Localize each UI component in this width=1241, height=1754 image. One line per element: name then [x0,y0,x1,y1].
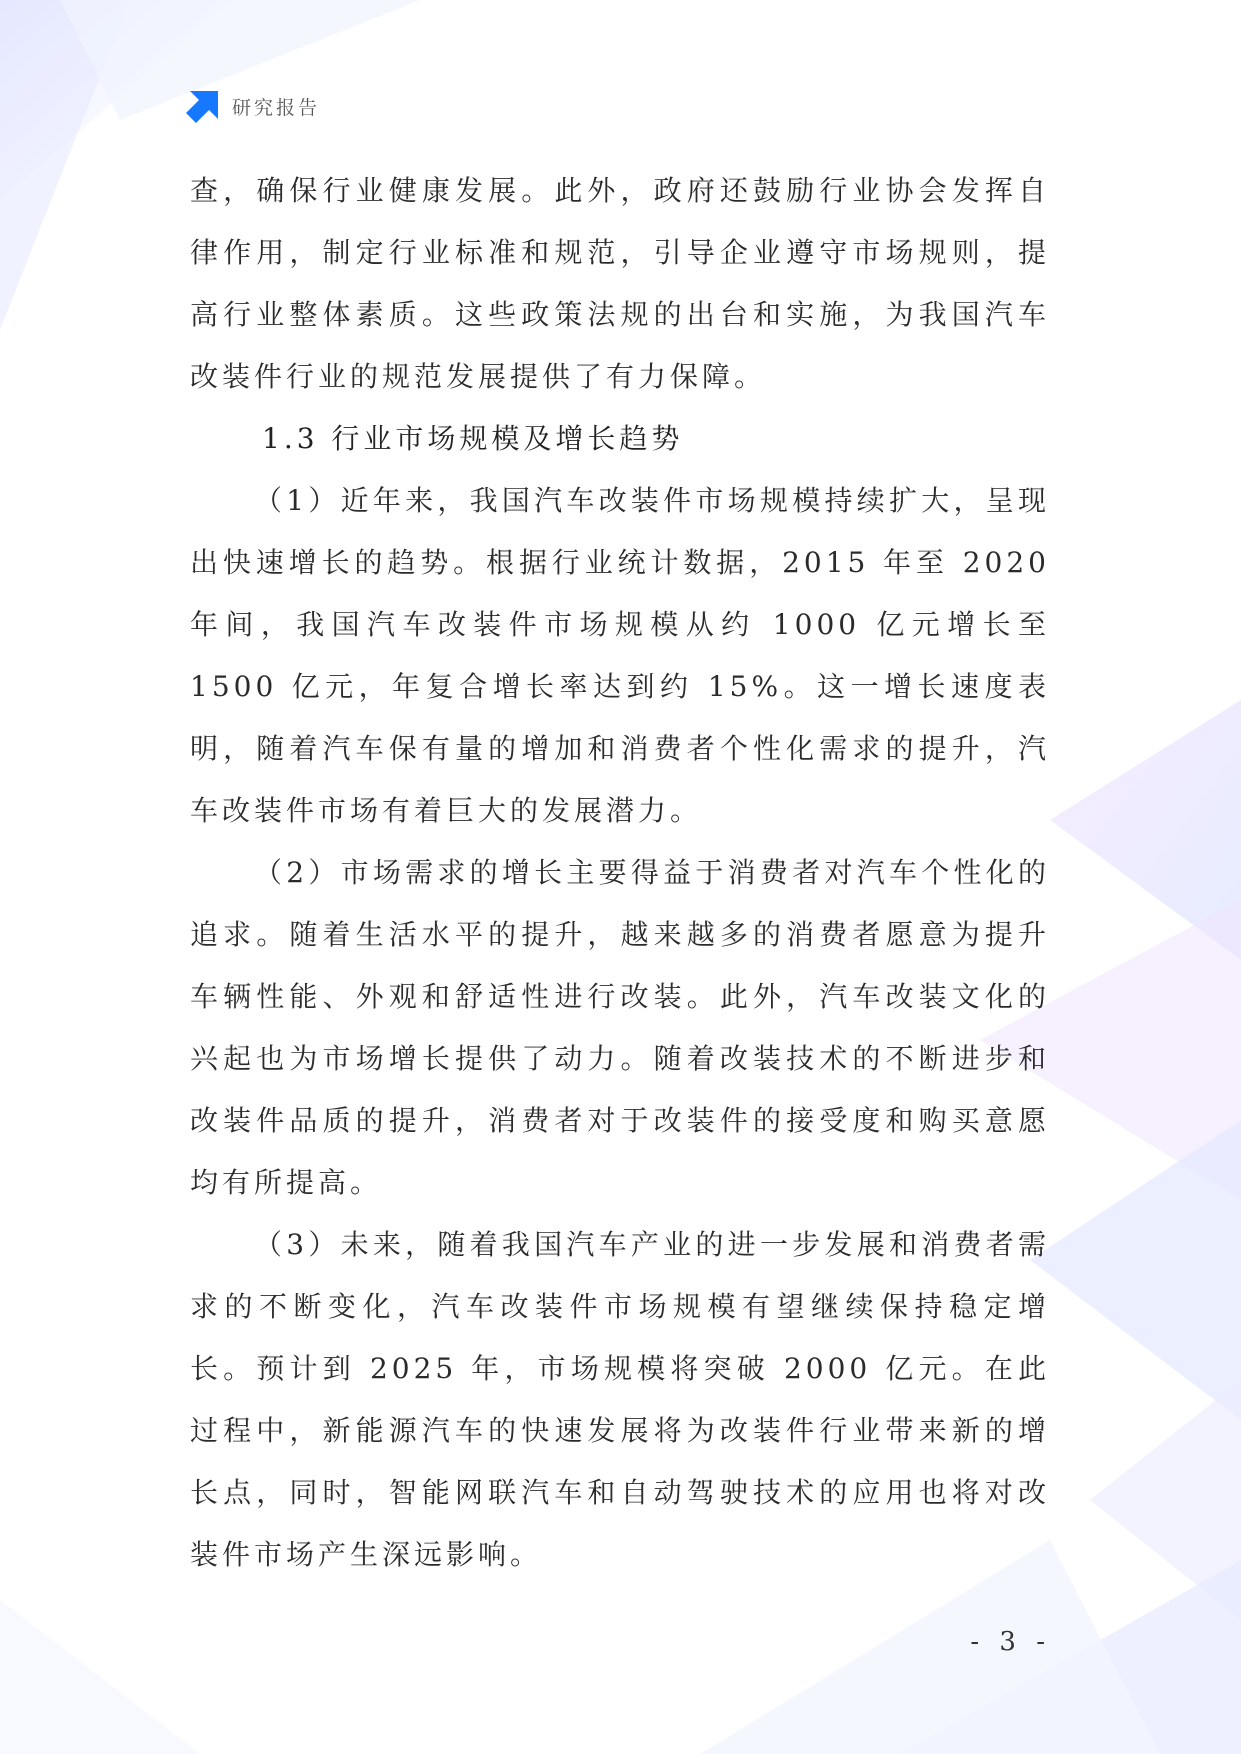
document-body [190,160,1050,1586]
arrow-up-right-icon [186,89,220,123]
paragraph-1: （1）近年来，我国汽车改装件市场规模持续扩大，呈现出快速增长的趋势。根据行业统计数据，2015 年至 2020 年间，我国汽车改装件市场规模从约 1000 亿元增长至 1500 亿元，年复合增长率达到约 15%。这一增长速度表明，随着汽车保有量的增加和消费者个性化需求的提升，汽车改装件市场有着巨大的发展潜力。 [190,484,1050,827]
header-label: 研究报告 [232,96,321,119]
paragraph-continued: 查，确保行业健康发展。此外，政府还鼓励行业协会发挥自律作用，制定行业标准和规范，引导企业遵守市场规则，提高行业整体素质。这些政策法规的出台和实施，为我国汽车改装件行业的规范发展提供了有力保障。 [190,174,1050,393]
paragraph-2: （2）市场需求的增长主要得益于消费者对汽车个性化的追求。随着生活水平的提升，越来越多的消费者愿意为提升车辆性能、外观和舒适性进行改装。此外，汽车改装文化的兴起也为市场增长提供了动力。随着改装技术的不断进步和改装件品质的提升，消费者对于改装件的接受度和购买意愿均有所提高。 [190,856,1050,1199]
paragraph-3: （3）未来，随着我国汽车产业的进一步发展和消费者需求的不断变化，汽车改装件市场规模有望继续保持稳定增长。预计到 2025 年，市场规模将突破 2000 亿元。在此过程中，新能源汽车的快速发展将为改装件行业带来新的增长点，同时，智能网联汽车和自动驾驶技术的应用也将对改装件市场产生深远影响。 [190,1228,1050,1571]
page-header [186,88,320,124]
page-number: - 3 - [970,1627,1051,1657]
section-heading: 1.3 行业市场规模及增长趋势 [262,422,684,455]
